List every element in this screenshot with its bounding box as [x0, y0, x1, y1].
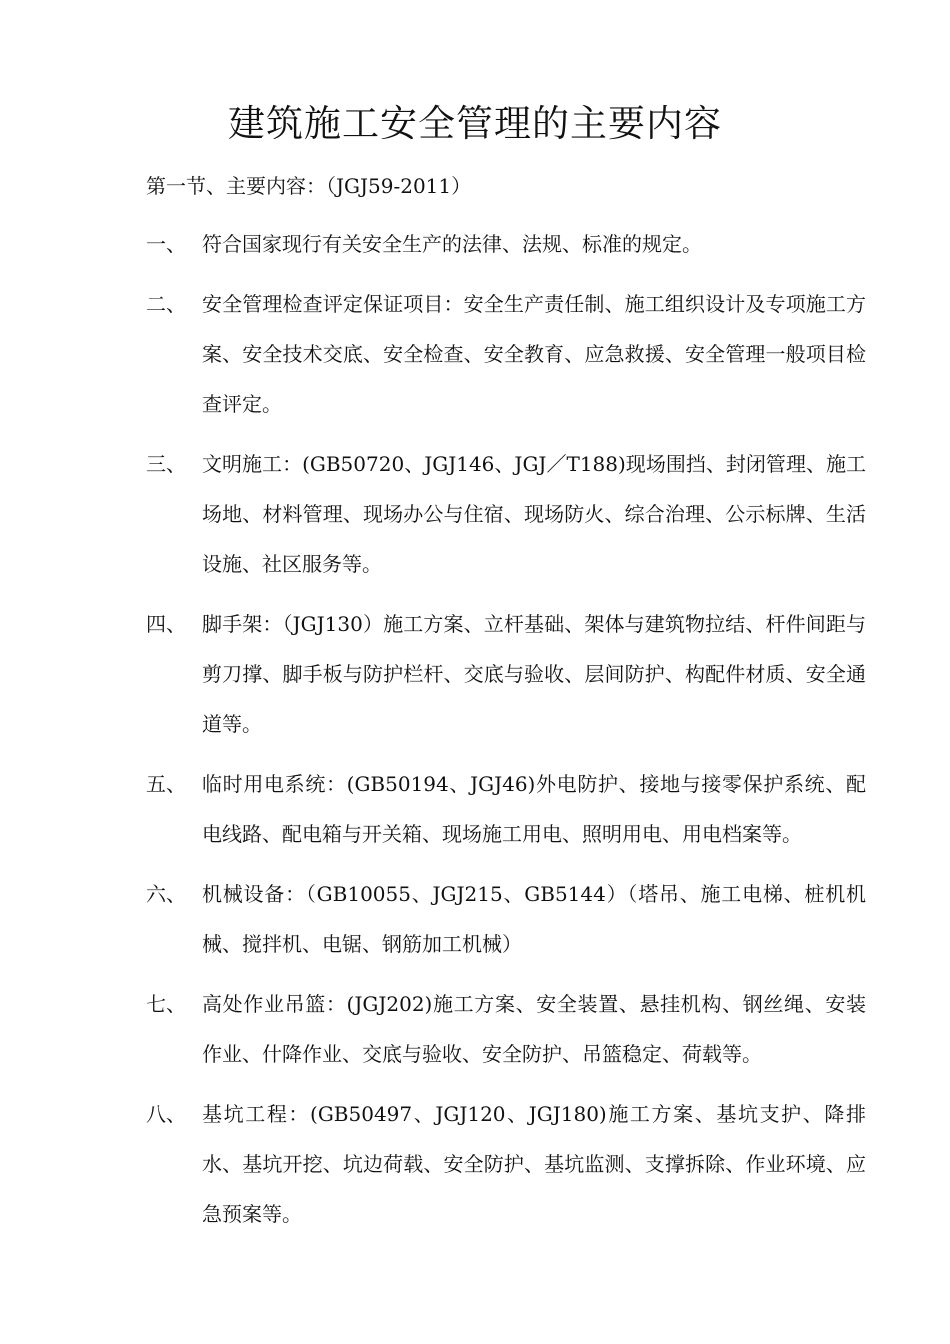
list-item	[146, 759, 866, 859]
list-item-marker: 五、	[146, 772, 186, 796]
list-item-text: 临时用电系统：(GB50194、JGJ46)外电防护、接地与接零保护系统、配电线路、配电箱与开关箱、现场施工用电、照明用电、用电档案等。	[202, 772, 866, 846]
list-item	[146, 1089, 866, 1239]
list-item-text: 机械设备：（GB10055、JGJ215、GB5144）（塔吊、施工电梯、桩机机械、搅拌机、电锯、钢筋加工机械）	[202, 882, 866, 956]
list-item	[146, 219, 866, 269]
list-item-marker: 八、	[146, 1102, 186, 1126]
list-item-text: 高处作业吊篮：(JGJ202)施工方案、安全装置、悬挂机构、钢丝绳、安装作业、什降作业、交底与验收、安全防护、吊篮稳定、荷载等。	[202, 992, 866, 1066]
list-item-marker: 七、	[146, 992, 186, 1016]
list-item-marker: 三、	[146, 452, 186, 476]
content-list	[146, 219, 866, 1249]
list-item-text: 符合国家现行有关安全生产的法律、法规、标准的规定。	[202, 232, 702, 256]
list-item-text: 脚手架：（JGJ130）施工方案、立杆基础、架体与建筑物拉结、杆件间距与剪刀撑、脚手板与防护栏杆、交底与验收、层间防护、构配件材质、安全通道等。	[202, 612, 866, 736]
list-item-marker: 二、	[146, 292, 186, 316]
list-item-marker: 六、	[146, 882, 186, 906]
section-heading: 第一节、主要内容：（JGJ59-2011）	[146, 174, 472, 198]
list-item	[146, 599, 866, 749]
list-item-text: 基坑工程：(GB50497、JGJ120、JGJ180)施工方案、基坑支护、降排水、基坑开挖、坑边荷载、安全防护、基坑监测、支撑拆除、作业环境、应急预案等。	[202, 1102, 866, 1226]
list-item	[146, 979, 866, 1079]
list-item	[146, 869, 866, 969]
list-item	[146, 439, 866, 589]
list-item-marker: 四、	[146, 612, 186, 636]
list-item	[146, 279, 866, 429]
list-item-marker: 一、	[146, 232, 186, 256]
list-item-text: 安全管理检查评定保证项目：安全生产责任制、施工组织设计及专项施工方案、安全技术交底、安全检查、安全教育、应急救援、安全管理一般项目检查评定。	[202, 292, 866, 416]
list-item-text: 文明施工：(GB50720、JGJ146、JGJ／T188)现场围挡、封闭管理、施工场地、材料管理、现场办公与住宿、现场防火、综合治理、公示标牌、生活设施、社区服务等。	[202, 452, 866, 576]
document-title: 建筑施工安全管理的主要内容	[228, 102, 722, 145]
